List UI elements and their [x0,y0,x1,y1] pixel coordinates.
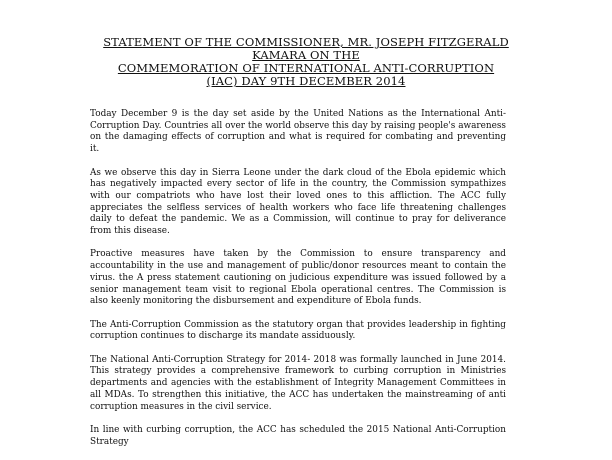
paragraph-proactive-measures: Proactive measures have taken by the Commission to ensure transparency and accountability in the use and management of public/donor resources meant to contain the virus. the A press statement cautioning on judicious expenditure was issued followed by a senior management team visit to regional Ebola operational centres. The Commission is also keenly monitoring the disbursement and expenditure of Ebola funds. [90,249,506,307]
paragraph-acc-mandate: The Anti-Corruption Commission as the statutory organ that provides leadership in fighting corruption continues to discharge its mandate assiduously. [90,319,506,342]
paragraph-ebola: As we observe this day in Sierra Leone under the dark cloud of the Ebola epidemic which has negatively impacted every sector of life in the country, the Commission sympathizes with our compatriots who have lost their loved ones to this affliction. The ACC fully appreciates the selfless services of health workers who face life threatening challenges daily to defeat the pandemic. We as a Commission, will continue to pray for deliverance from this disease. [90,167,506,237]
paragraph-iac-day: Today December 9 is the day set aside by the United Nations as the International Anti-Corruption Day. Countries all over the world observe this day by raising people's awareness on the damaging effects of corruption and what is required for combating and preventing it. [90,109,506,155]
title-line-2: KAMARA ON THE [252,48,360,62]
title-line-4: (IAC) DAY 9TH DECEMBER 2014 [206,74,406,88]
title-line-3: COMMEMORATION OF INTERNATIONAL ANTI-CORRUPTION [117,61,495,75]
statement-body [90,109,506,460]
title-line-1: STATEMENT OF THE COMMISSIONER, MR. JOSEPH FITZGERALD [103,35,509,49]
statement-title [60,36,552,88]
paragraph-national-strategy: The National Anti-Corruption Strategy for 2014- 2018 was formally launched in June 2014. This strategy provides a comprehensive framework to curbing corruption in Ministries departments and agencies with the establishment of Integrity Management Committees in all MDAs. To strengthen this initiative, the ACC has undertaken the mainstreaming of anti corruption measures in the civil service. [90,354,506,412]
paragraph-cutoff: In line with curbing corruption, the ACC has scheduled the 2015 National Anti-Corruption Strategy [90,424,506,447]
